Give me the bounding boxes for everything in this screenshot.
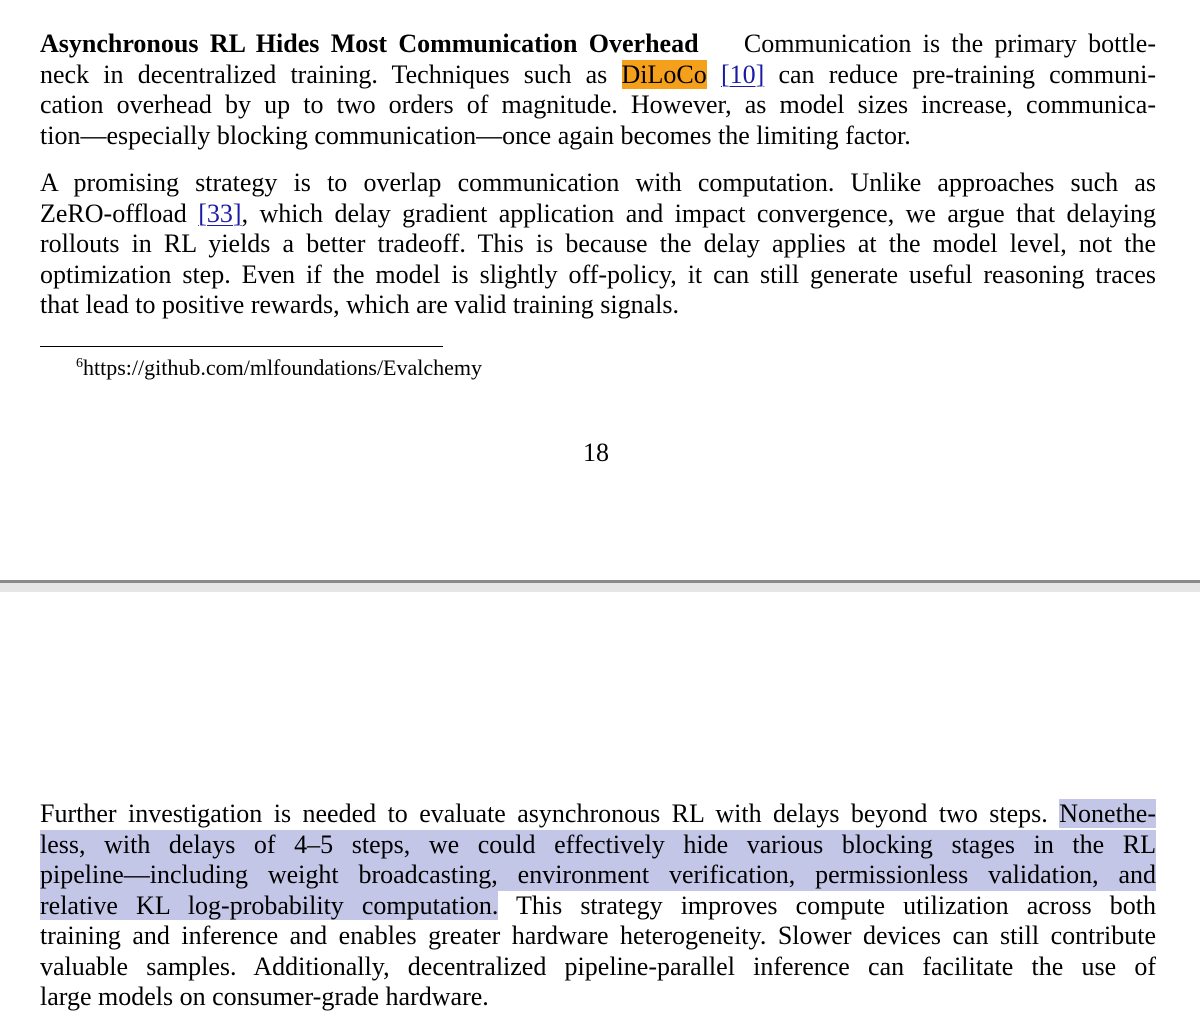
paragraph-async-rl bbox=[40, 29, 1156, 151]
paragraph-overlap-strategy bbox=[40, 168, 1156, 321]
para1-line-1: Asynchronous RL Hides Most Communication Overhead Communication is the primary bottle- bbox=[40, 29, 1156, 58]
footnote-url[interactable]: https://github.com/mlfoundations/Evalchemy bbox=[83, 355, 483, 380]
footnote bbox=[76, 354, 482, 382]
citation-link-33[interactable]: [33] bbox=[198, 198, 242, 228]
para2-line-2: ZeRO-offload [33], which delay gradient application and impact convergence, we argue that delaying bbox=[40, 198, 1156, 228]
para3-line-3 bbox=[40, 860, 1156, 891]
citation-link-10[interactable]: [10] bbox=[720, 59, 765, 89]
search-highlight-diloco[interactable]: DiLoCo bbox=[621, 59, 707, 89]
para3-line-7: large models on consumer-grade hardware. bbox=[40, 982, 489, 1011]
para3-line-1: Further investigation is needed to evaluate asynchronous RL with delays beyond two steps. Nonethe- bbox=[40, 799, 1156, 828]
para3-line-6: valuable samples. Additionally, decentralized pipeline-parallel inference can facilitate the use of bbox=[40, 951, 1156, 981]
selected-text[interactable]: less, with delays of 4–5 steps, we could effectively hide various blocking stages in the RL bbox=[40, 829, 1156, 859]
para3-line-2 bbox=[40, 830, 1156, 861]
para3-line-4: relative KL log-probability computation. This strategy improves compute utilization across both bbox=[40, 890, 1156, 920]
footnote-marker: 6 bbox=[76, 356, 83, 371]
selected-text[interactable]: Nonethe- bbox=[1059, 799, 1156, 828]
paragraph-heading: Asynchronous RL Hides Most Communication Overhead bbox=[40, 29, 699, 58]
para1-line-2: neck in decentralized training. Techniques such as DiLoCo [10] can reduce pre-training communi- bbox=[40, 59, 1157, 89]
para2-line-5: that lead to positive rewards, which are valid training signals. bbox=[40, 290, 679, 319]
para2-line-1: A promising strategy is to overlap communication with computation. Unlike approaches such as bbox=[40, 168, 1156, 197]
para2-line-4: optimization step. Even if the model is slightly off-policy, it can still generate useful reasoning traces bbox=[40, 259, 1156, 289]
para1-line-3: cation overhead by up to two orders of magnitude. However, as model sizes increase, communica- bbox=[40, 90, 1156, 119]
footnote-divider bbox=[40, 346, 443, 347]
para2-line-3: rollouts in RL yields a better tradeoff. This is because the delay applies at the model level, not the bbox=[40, 229, 1156, 258]
page-number: 18 bbox=[583, 438, 609, 467]
para1-line-4: tion—especially blocking communication—once again becomes the limiting factor. bbox=[40, 120, 911, 150]
page-separator bbox=[0, 580, 1200, 592]
selected-text[interactable]: relative KL log-probability computation. bbox=[40, 890, 499, 920]
page-bottom bbox=[0, 592, 1200, 1031]
selected-text[interactable]: pipeline—including weight broadcasting, environment verification, permissionless validation, and bbox=[40, 860, 1156, 889]
para3-line-5: training and inference and enables greater hardware heterogeneity. Slower devices can still contribute bbox=[40, 921, 1156, 950]
paragraph-further-investigation bbox=[40, 799, 1156, 1013]
